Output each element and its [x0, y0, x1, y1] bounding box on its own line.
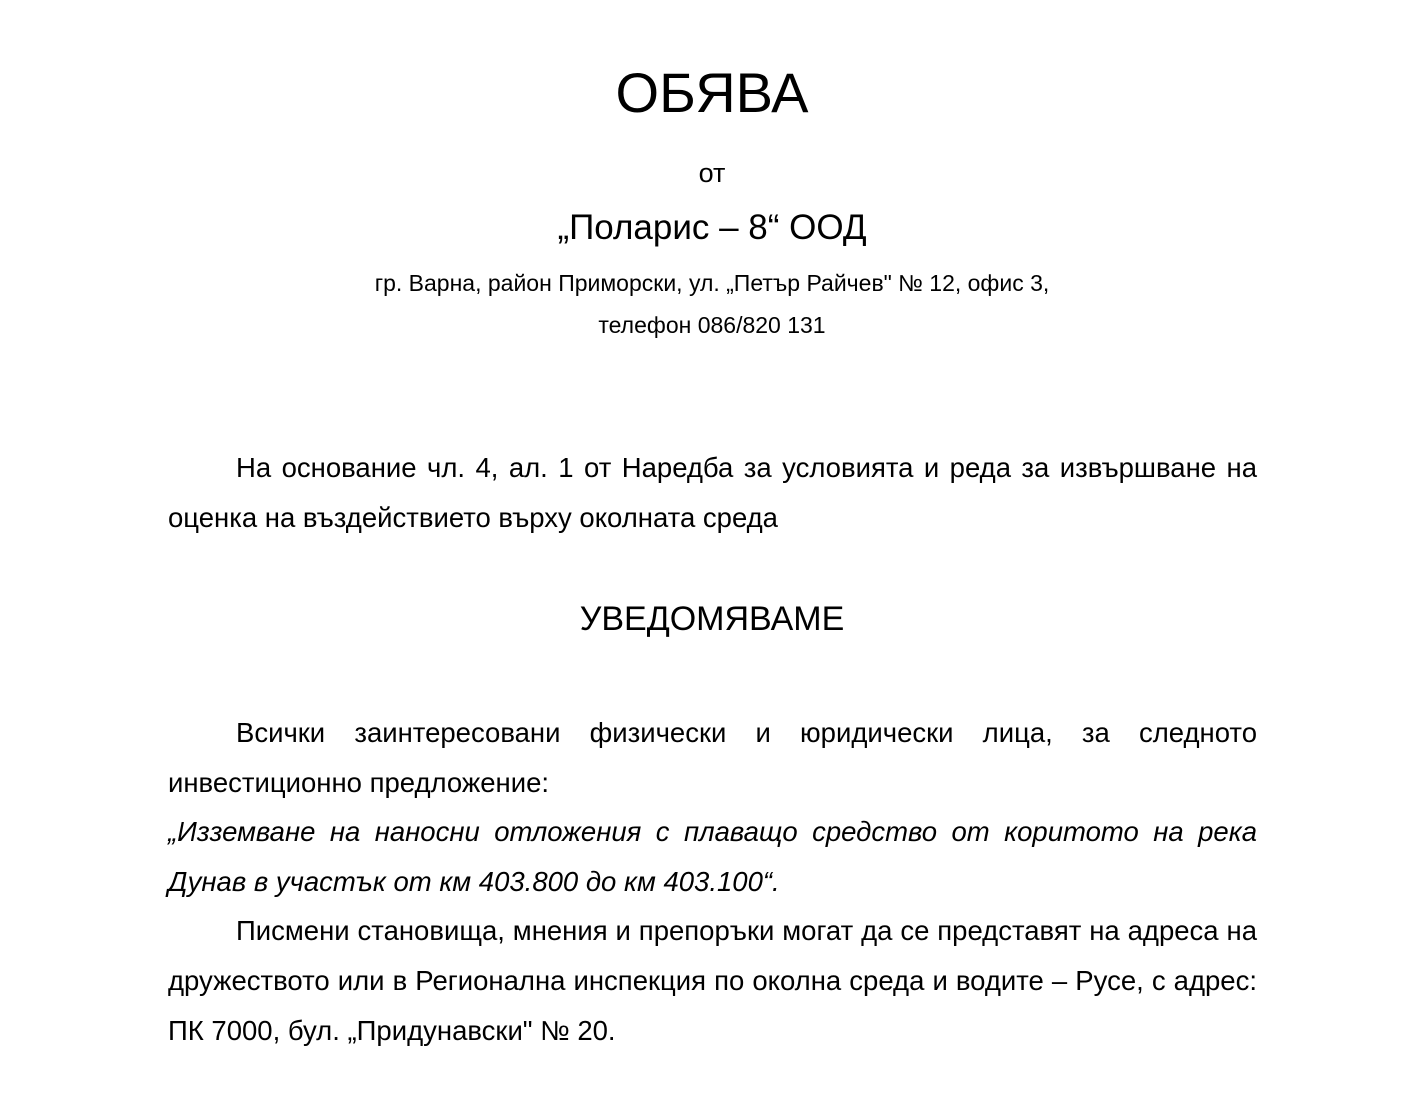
- legal-basis-paragraph: На основание чл. 4, ал. 1 от Наредба за условията и реда за извършване на оценка на въздействието върху околната среда: [168, 452, 1257, 533]
- invitation-paragraph: Всички заинтересовани физически и юридически лица, за следното инвестиционно предложение:: [168, 717, 1257, 798]
- company-phone: телефон 086/820 131: [598, 312, 826, 338]
- submission-paragraph: Писмени становища, мнения и препоръки могат да се представят на адреса на дружеството или в Регионална инспекция по околна среда и водите – Русе, с адрес: ПК 7000, бул. „Придунавски" № 20.: [168, 915, 1257, 1046]
- company-name: „Поларис – 8“ ООД: [557, 208, 867, 247]
- company-address: гр. Варна, район Приморски, ул. „Петър Райчев" № 12, офис 3,: [374, 270, 1050, 296]
- proposal-title: „Изземване на наносни отложения с плаващо средство от коритото на река Дунав в участък от км 403.800 до км 403.100“.: [168, 816, 1257, 897]
- notify-heading: УВЕДОМЯВАМЕ: [579, 600, 845, 638]
- document-title: ОБЯВА: [615, 61, 809, 124]
- from-label: от: [698, 158, 726, 188]
